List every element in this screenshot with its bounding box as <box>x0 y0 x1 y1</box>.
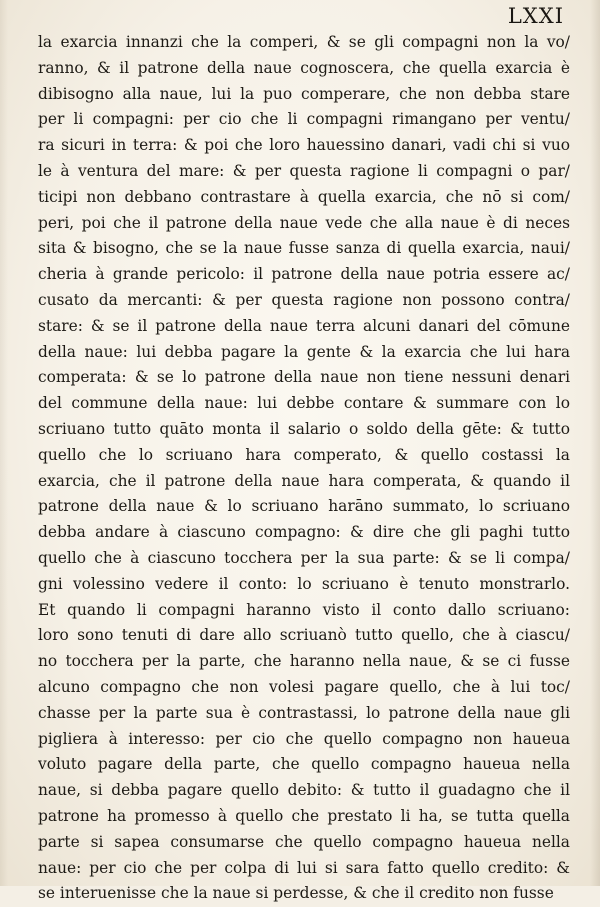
text-line: debba andare à ciascuno compagno: & dire che gli paghi tutto <box>38 523 570 542</box>
body-text <box>38 30 570 907</box>
text-line: scriuano tutto quāto monta il salario o soldo della gēte: & tutto <box>38 419 570 438</box>
text-line: del commune della naue: lui debbe contare & summare con lo <box>38 394 570 413</box>
text-line: la exarcia innanzi che la comperi, & se gli compagni non la vo/ <box>38 33 570 51</box>
text-line: dibisogno alla naue, lui la puo comperare, che non debba stare <box>38 84 570 103</box>
text-line: le à ventura del mare: & per questa ragione li compagni o par/ <box>38 161 570 180</box>
text-line: sita & bisogno, che se la naue fusse sanza di quella exarcia, naui/ <box>38 239 570 258</box>
text-line: per li compagni: per cio che li compagni rimangano per ventu/ <box>38 110 570 129</box>
text-line: stare: & se il patrone della naue terra alcuni danari del cōmune <box>38 316 570 335</box>
text-line: ticipi non debbano contrastare à quella exarcia, che nō si com/ <box>38 187 570 206</box>
text-line: ra sicuri in terra: & poi che loro hauessino danari, vadi chi si vuo <box>38 136 570 155</box>
text-line: naue, si debba pagare quello debito: & tutto il guadagno che il <box>38 781 570 800</box>
text-line: cheria à grande pericolo: il patrone della naue potria essere ac/ <box>38 265 570 284</box>
text-line: naue: per cio che per colpa di lui si sara fatto quello credito: & <box>38 858 570 877</box>
text-line: loro sono tenuti di dare allo scriuanò tutto quello, che à ciascu/ <box>38 626 570 645</box>
folio-number: LXXI <box>507 4 564 28</box>
text-line: Et quando li compagni haranno visto il conto dallo scriuano: <box>38 600 570 619</box>
text-line: patrone ha promesso à quello che prestato li ha, se tutta quella <box>38 806 570 825</box>
page-edge-shadow-left <box>0 0 8 886</box>
text-line: gni volessino vedere il conto: lo scriuano è tenuto monstrarlo. <box>38 574 570 593</box>
text-line: peri, poi che il patrone della naue vede che alla naue è di neces <box>38 213 570 232</box>
text-line: comperata: & se lo patrone della naue non tiene nessuni denari <box>38 368 570 387</box>
text-line: se interuenisse che la naue si perdesse, & che il credito non fusse <box>38 884 554 903</box>
text-line: alcuno compagno che non volesi pagare quello, che à lui toc/ <box>38 677 570 696</box>
text-line: pigliera à interesso: per cio che quello compagno non haueua <box>38 729 570 748</box>
text-line: della naue: lui debba pagare la gente & la exarcia che lui hara <box>38 342 570 361</box>
text-line: quello che lo scriuano hara comperato, & quello costassi la <box>38 445 570 464</box>
text-line: chasse per la parte sua è contrastassi, lo patrone della naue gli <box>38 703 570 722</box>
text-line: exarcia, che il patrone della naue hara comperata, & quando il <box>38 471 570 490</box>
text-line: ranno, & il patrone della naue cognoscera, che quella exarcia è <box>38 58 570 77</box>
text-line: quello che à ciascuno tocchera per la sua parte: & se li compa/ <box>38 548 570 567</box>
text-line: cusato da mercanti: & per questa ragione non possono contra/ <box>38 290 570 309</box>
page-edge-shadow-right <box>590 0 600 886</box>
text-line: parte si sapea consumarse che quello compagno haueua nella <box>38 832 570 851</box>
text-line: voluto pagare della parte, che quello compagno haueua nella <box>38 755 570 774</box>
text-line: patrone della naue & lo scriuano harāno summato, lo scriuano <box>38 497 570 516</box>
text-line: no tocchera per la parte, che haranno nella naue, & se ci fusse <box>38 652 570 671</box>
